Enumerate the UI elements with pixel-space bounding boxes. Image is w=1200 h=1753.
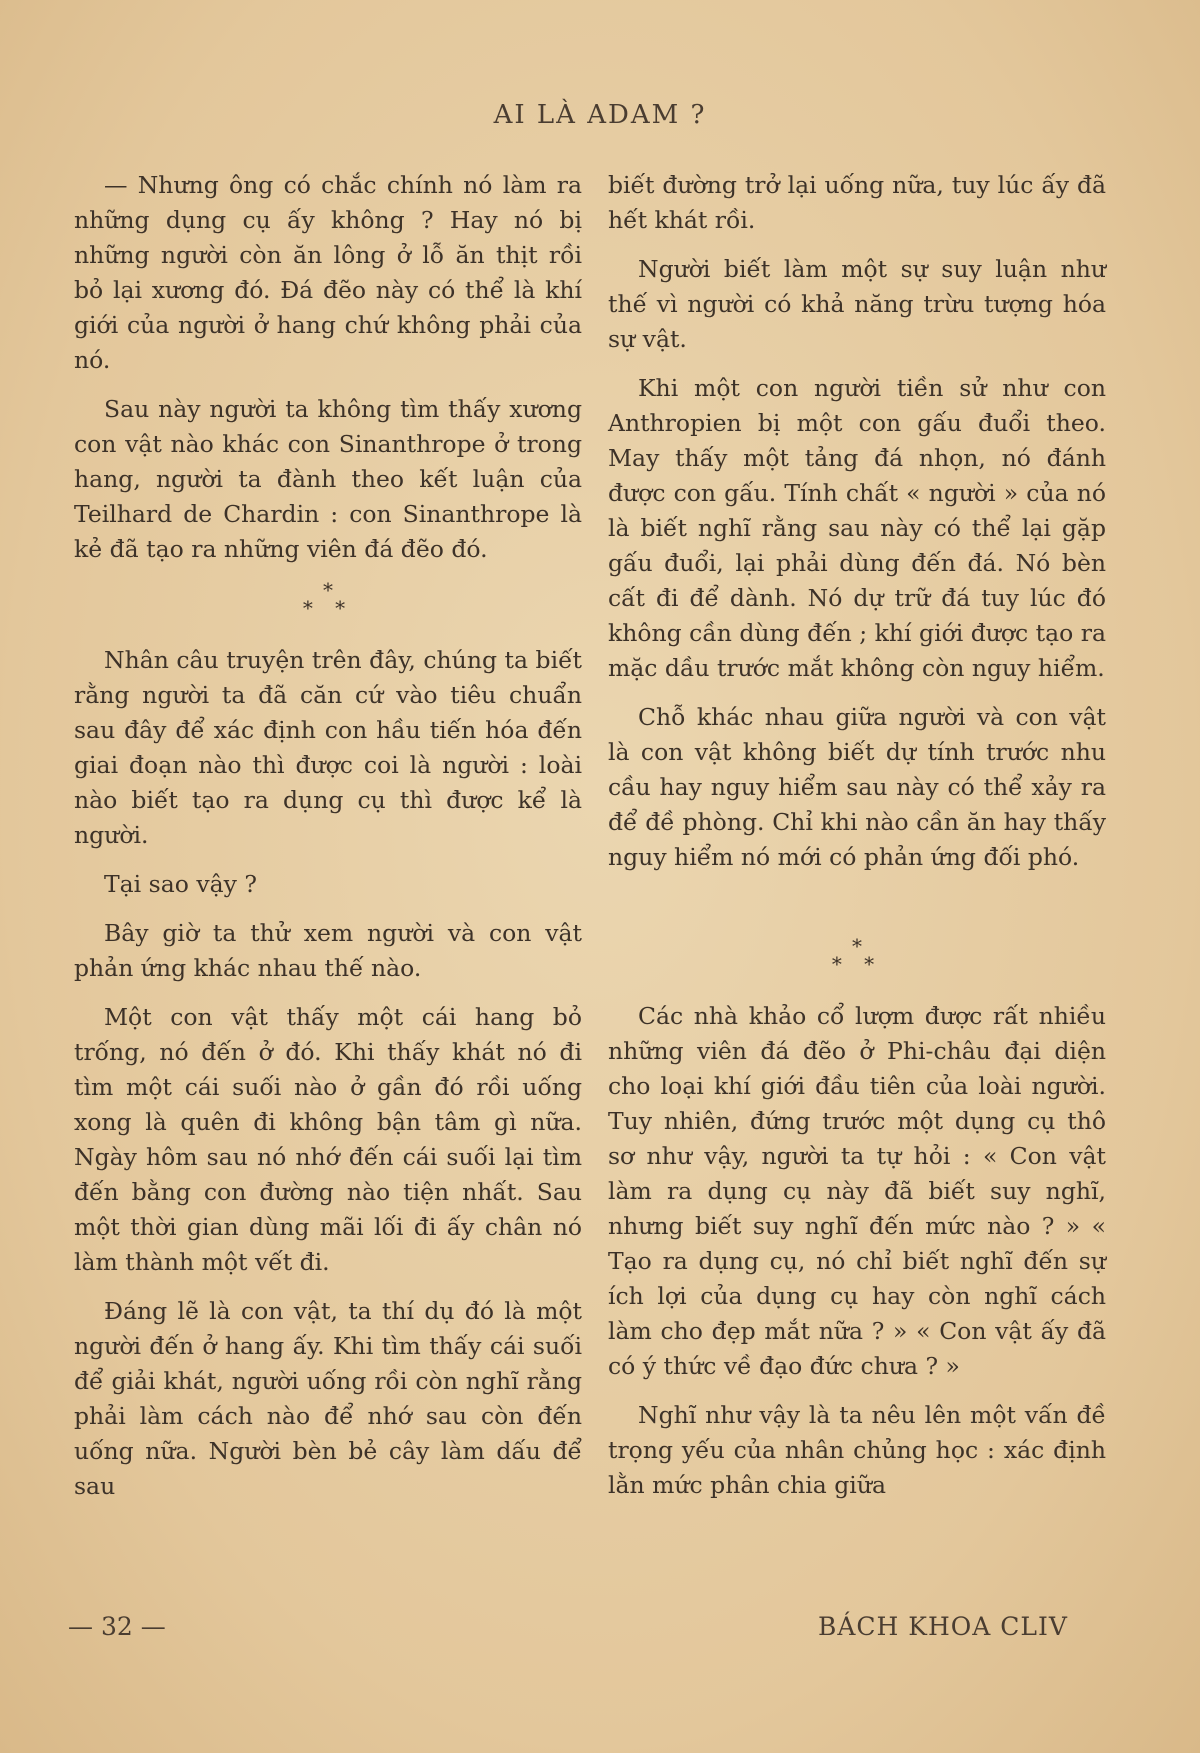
paragraph: Các nhà khảo cổ lượm được rất nhiều những viên đá đẽo ở Phi-châu đại diện cho loại khí giới đầu tiên của loài người. Tuy nhiên, đứng trước một dụng cụ thô sơ như vậy, người ta tự hỏi : « Con vật làm ra dụng cụ này đã biết suy nghĩ, nhưng biết suy nghĩ đến mức nào ? » « Tạo ra dụng cụ, nó chỉ biết nghĩ đến sự ích lợi của dụng cụ hay còn nghĩ cách làm cho đẹp mắt nữa ? » « Con vật ấy đã có ý thức về đạo đức chưa ? » <box>608 1002 1106 1380</box>
section-separator <box>74 578 582 620</box>
separator-star-top: * <box>323 578 333 602</box>
paragraph: Nghĩ như vậy là ta nêu lên một vấn đề trọng yếu của nhân chủng học : xác định lằn mức phân chia giữa <box>608 1401 1106 1499</box>
paragraph: Người biết làm một sự suy luận như thế vì người có khả năng trừu tượng hóa sự vật. <box>608 255 1106 353</box>
running-title: AI LÀ ADAM ? <box>493 100 707 130</box>
section-separator <box>608 934 1106 976</box>
paragraph: Đáng lẽ là con vật, ta thí dụ đó là một người đến ở hang ấy. Khi tìm thấy cái suối để giải khát, người uống rồi còn nghĩ rằng phải làm cách nào để nhớ sau còn đến uống nữa. Người bèn bẻ cây làm dấu để sau <box>74 1297 582 1500</box>
paragraph: — Nhưng ông có chắc chính nó làm ra những dụng cụ ấy không ? Hay nó bị những người còn ăn lông ở lỗ ăn thịt rồi bỏ lại xương đó. Đá đẽo này có thể là khí giới của người ở hang chứ không phải của nó. <box>74 171 582 374</box>
right-column <box>608 168 1106 1517</box>
paragraph: Khi một con người tiền sử như con Anthropien bị một con gấu đuổi theo. May thấy một tảng đá nhọn, nó đánh được con gấu. Tính chất « người » của nó là biết nghĩ rằng sau này có thể lại gặp gấu đuổi, lại phải dùng đến đá. Nó bèn cất đi để dành. Nó dự trữ đá tuy lúc đó không cần dùng đến ; khí giới được tạo ra mặc dầu trước mắt không còn nguy hiểm. <box>608 374 1106 682</box>
separator-stars-bottom: * * <box>831 952 883 976</box>
paragraph: Tại sao vậy ? <box>104 870 257 898</box>
left-column <box>74 168 582 1518</box>
paragraph: Nhân câu truyện trên đây, chúng ta biết rằng người ta đã căn cứ vào tiêu chuẩn sau đây để xác định con hầu tiến hóa đến giai đoạn nào thì được coi là người : loài nào biết tạo ra dụng cụ thì được kể là người. <box>74 646 582 849</box>
journal-name: BÁCH KHOA CLIV <box>818 1612 1068 1641</box>
page-number: — 32 — <box>68 1612 166 1641</box>
paragraph: Bây giờ ta thử xem người và con vật phản ứng khác nhau thế nào. <box>74 919 582 982</box>
separator-stars-bottom: * * <box>302 596 354 620</box>
paragraph: Sau này người ta không tìm thấy xương con vật nào khác con Sinanthrope ở trong hang, người ta đành theo kết luận của Teilhard de Chardin : con Sinanthrope là kẻ đã tạo ra những viên đá đẽo đó. <box>74 395 582 563</box>
paragraph: biết đường trở lại uống nữa, tuy lúc ấy đã hết khát rồi. <box>608 171 1106 234</box>
paragraph: Một con vật thấy một cái hang bỏ trống, nó đến ở đó. Khi thấy khát nó đi tìm một cái suối nào ở gần đó rồi uống xong là quên đi không bận tâm gì nữa. Ngày hôm sau nó nhớ đến cái suối lại tìm đến bằng con đường nào tiện nhất. Sau một thời gian dùng mãi lối đi ấy chân nó làm thành một vết đi. <box>74 1003 582 1276</box>
paragraph: Chỗ khác nhau giữa người và con vật là con vật không biết dự tính trước nhu cầu hay nguy hiểm sau này có thể xảy ra để đề phòng. Chỉ khi nào cần ăn hay thấy nguy hiểm nó mới có phản ứng đối phó. <box>608 703 1106 871</box>
separator-star-top: * <box>852 934 862 958</box>
